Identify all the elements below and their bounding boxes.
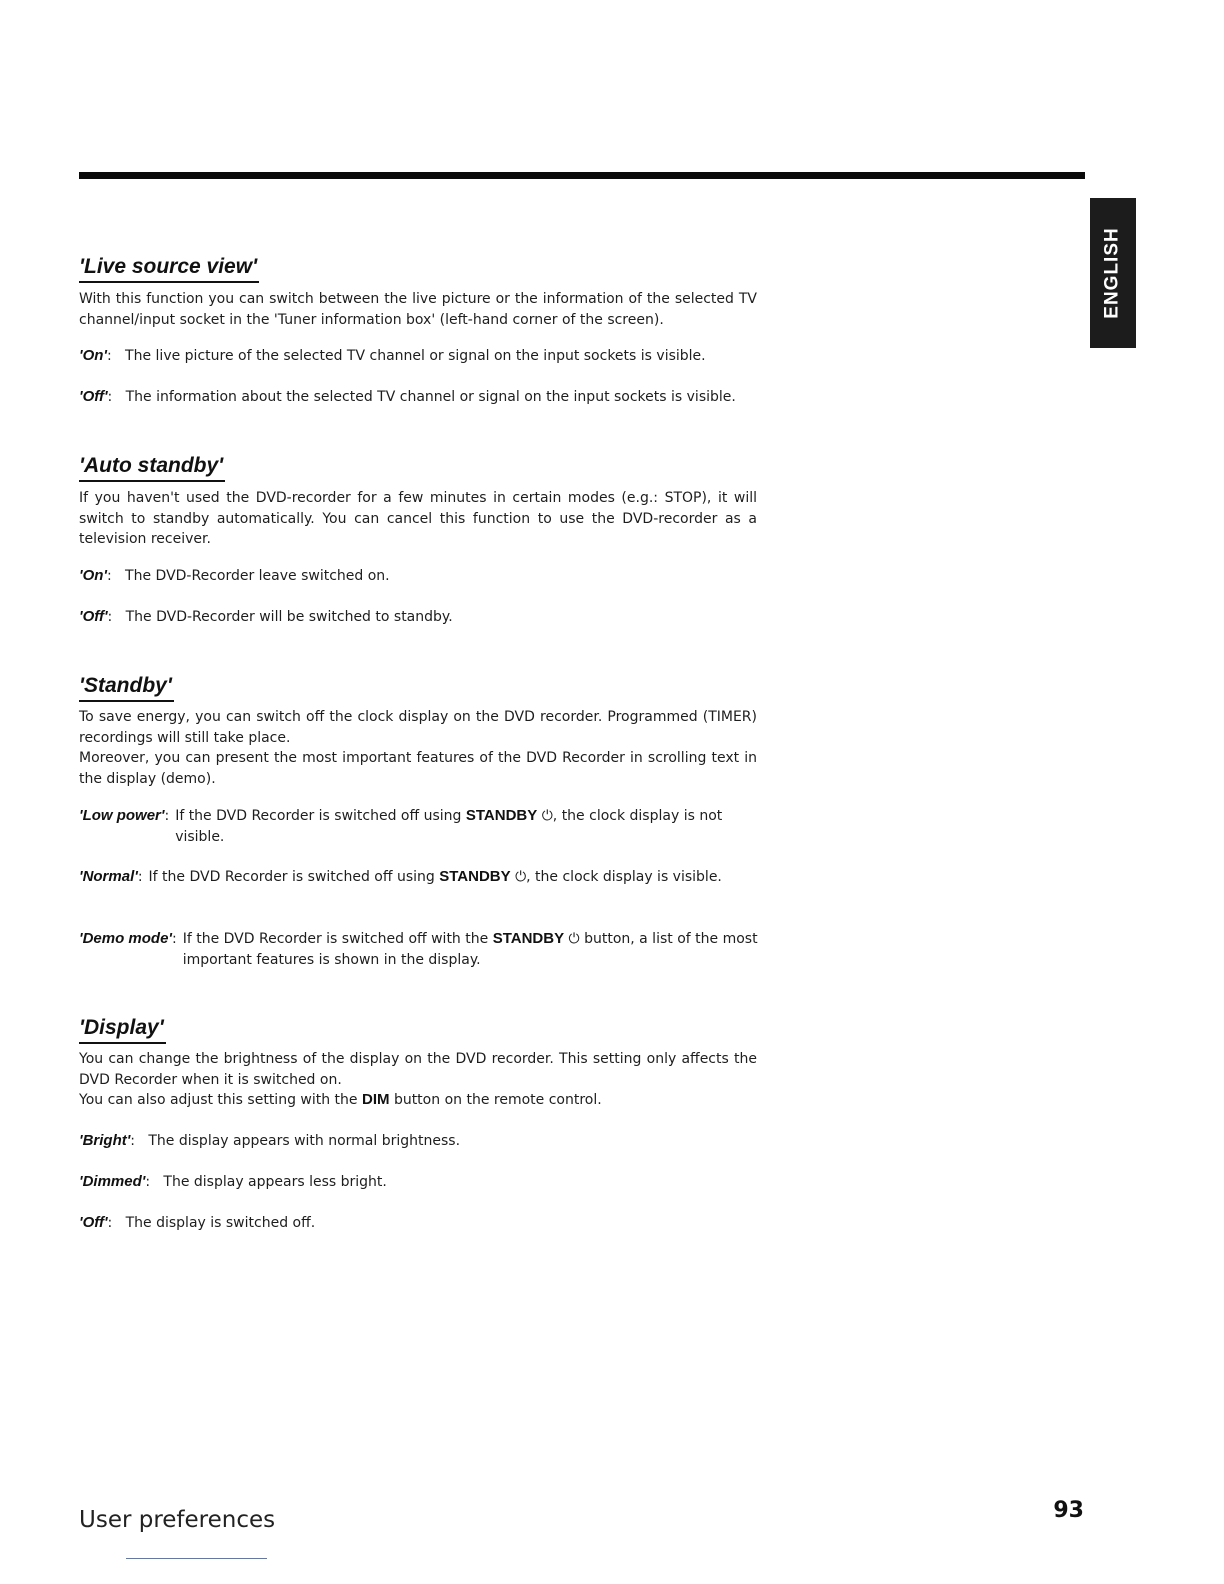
display-option-dimmed: 'Dimmed': The display appears less bright. — [79, 1173, 387, 1190]
section-title-standby: 'Standby' — [79, 673, 174, 702]
description-text: You can also adjust this setting with the — [79, 1092, 358, 1108]
power-icon: ⏻ — [515, 869, 527, 885]
standby-option-low-power: 'Low power': If the DVD Recorder is switched off using STANDBY ⏻, the clock display is not visible. — [79, 807, 723, 845]
display-description-2 — [79, 1090, 757, 1111]
option-text: The display is switched off. — [125, 1215, 316, 1231]
option-text: The information about the selected TV channel or signal on the input sockets is visible. — [125, 389, 736, 405]
power-icon: ⏻ — [568, 931, 580, 947]
footer-chapter-title: User preferences — [79, 1507, 276, 1533]
display-option-off: 'Off': The display is switched off. — [79, 1214, 316, 1231]
display-option-bright: 'Bright': The display appears with normal brightness. — [79, 1132, 461, 1149]
option-label: 'Demo mode' — [79, 930, 172, 947]
option-text: The DVD-Recorder will be switched to standby. — [125, 609, 453, 625]
auto-standby-option-off: 'Off': The DVD-Recorder will be switched to standby. — [79, 608, 453, 625]
option-label: 'Off' — [79, 1214, 108, 1231]
option-label: 'On' — [79, 347, 107, 364]
option-label: 'Low power' — [79, 807, 165, 824]
option-label: 'Dimmed' — [79, 1173, 146, 1190]
section-title-live-source-view: 'Live source view' — [79, 254, 259, 283]
footer-underline — [126, 1558, 267, 1559]
option-text: , the clock display is visible. — [526, 869, 722, 885]
section-title-display: 'Display' — [79, 1015, 166, 1044]
page-number: 93 — [1053, 1498, 1084, 1523]
auto-standby-option-on: 'On': The DVD-Recorder leave switched on. — [79, 567, 390, 584]
option-text: If the DVD Recorder is switched off using — [148, 869, 435, 885]
option-label: 'On' — [79, 567, 107, 584]
option-text: The display appears less bright. — [163, 1174, 387, 1190]
option-text: button, a list of the most important features is shown in the display. — [182, 931, 758, 968]
standby-option-demo-mode: 'Demo mode': If the DVD Recorder is switched off with the STANDBY ⏻ button, a list of the most important features is shown in the display. — [79, 930, 758, 968]
standby-option-normal: 'Normal': If the DVD Recorder is switched off using STANDBY ⏻, the clock display is visible. — [79, 868, 722, 885]
option-label: 'Bright' — [79, 1132, 131, 1149]
live-source-option-on: 'On': The live picture of the selected TV channel or signal on the input sockets is visible. — [79, 347, 706, 364]
language-tab — [1090, 198, 1136, 348]
section-title-auto-standby: 'Auto standby' — [79, 453, 225, 482]
language-tab-label: ENGLISH — [1102, 227, 1124, 319]
standby-description-2: Moreover, you can present the most important features of the DVD Recorder in scrolling text in the display (demo). — [79, 750, 757, 787]
display-description-1: You can change the brightness of the display on the DVD recorder. This setting only affects the DVD Recorder when it is switched on. — [79, 1051, 757, 1088]
option-text: The display appears with normal brightness. — [148, 1133, 461, 1149]
option-text: If the DVD Recorder is switched off with the — [182, 931, 489, 947]
description-text: button on the remote control. — [393, 1092, 602, 1108]
option-text: The DVD-Recorder leave switched on. — [125, 568, 390, 584]
standby-description-1: To save energy, you can switch off the clock display on the DVD recorder. Programmed (TIMER) recordings will still take place. — [79, 709, 757, 746]
live-source-description: With this function you can switch between the live picture or the information of the selected TV channel/input socket in the 'Tuner information box' (left-hand corner of the screen). — [79, 291, 757, 328]
header-rule — [79, 172, 1085, 179]
option-text: If the DVD Recorder is switched off using — [175, 808, 462, 824]
option-text: The live picture of the selected TV channel or signal on the input sockets is visible. — [125, 348, 706, 364]
option-text: , the clock display is not visible. — [175, 808, 723, 845]
option-label: 'Off' — [79, 608, 108, 625]
live-source-option-off: 'Off': The information about the selected TV channel or signal on the input sockets is visible. — [79, 388, 736, 405]
dim-button-label: DIM — [361, 1091, 390, 1108]
standby-button-label: STANDBY — [439, 868, 511, 885]
option-label: 'Normal' — [79, 868, 138, 885]
standby-button-label: STANDBY — [465, 807, 538, 824]
power-icon: ⏻ — [541, 808, 553, 824]
option-label: 'Off' — [79, 388, 108, 405]
auto-standby-description: If you haven't used the DVD-recorder for a few minutes in certain modes (e.g.: STOP), it will switch to standby automatically. You can cancel this function to use the DVD-recorder as a television receiver. — [79, 490, 757, 547]
standby-button-label: STANDBY — [492, 930, 565, 947]
